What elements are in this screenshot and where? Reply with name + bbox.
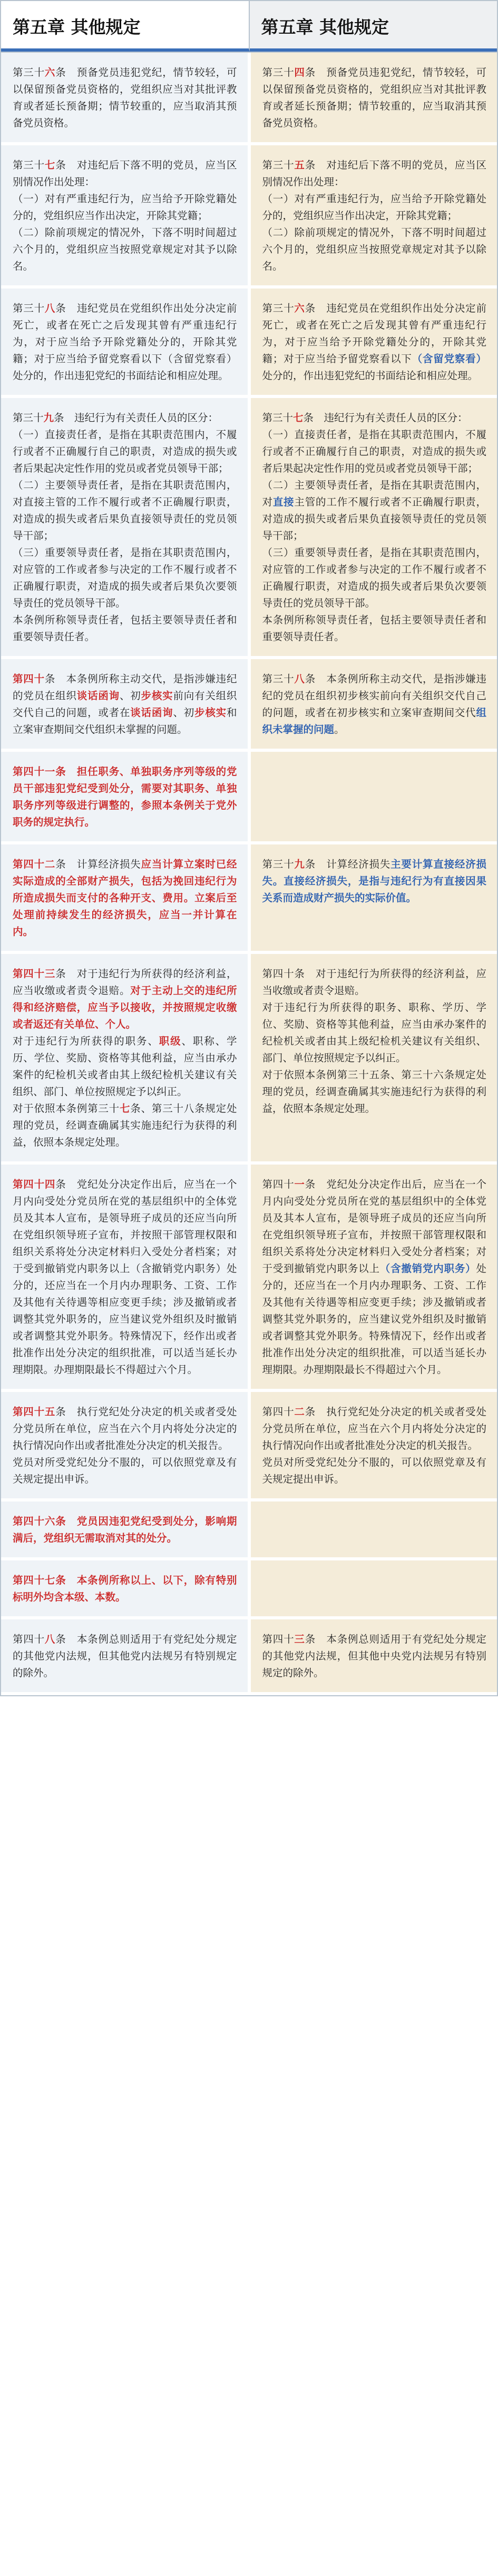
new-version-cell (251, 659, 497, 749)
highlighted-text: 九 (294, 858, 305, 870)
table-row (1, 1560, 497, 1619)
clause-text: 第四十条 对于违纪行为所获得的经济利益，应当收缴或者责令退赔。 (262, 968, 486, 997)
highlighted-text: 第四十二 (13, 858, 56, 870)
clause-text: （三）重要领导责任者，是指在其职责范围内，对应管的工作或者参与决定的工作不履行或者不正确履行职责，对造成的损失或者后果负次要领导责任的党员领导干部。 (13, 546, 237, 609)
clause-text: 条、第三十八条规定处理的党员，经调查确属其实施违纪行为获得的利益，依照本条规定处理。 (13, 1102, 237, 1148)
clause-text: 第三十 (262, 66, 295, 78)
table-row (1, 1165, 497, 1392)
old-version-cell (1, 1560, 251, 1616)
table-row (1, 1392, 497, 1501)
clause-paragraph (262, 999, 487, 1067)
clause-text: 第四十 (262, 1633, 295, 1645)
clause-text: 第三十 (13, 159, 45, 171)
new-version-cell (251, 954, 497, 1161)
old-version-cell (1, 659, 251, 749)
clause-paragraph (13, 1176, 237, 1378)
clause-text: 条 对违纪后下落不明的党员，应当区别情况作出处理： (262, 159, 486, 188)
new-version-cell (251, 145, 497, 285)
highlighted-text: 二 (294, 1406, 305, 1418)
clause-text: 第三十 (262, 673, 295, 685)
clause-paragraph (13, 1454, 237, 1488)
clause-text: 条 执行党纪处分决定的机关或者受处分党员所在单位，应当在六个月内将处分决定的执行情况向作出或者批准处分决定的机关报告。 (13, 1406, 237, 1451)
clause-paragraph (13, 966, 237, 1033)
clause-paragraph (13, 671, 237, 738)
clause-text: 条 计算经济损失 (305, 858, 391, 870)
highlighted-text: 七 (44, 159, 56, 171)
clause-paragraph (13, 1572, 237, 1606)
clause-paragraph (262, 612, 487, 645)
table-row (1, 53, 497, 145)
clause-text: 条 党纪处分决定作出后，应当在一个月内向受处分党员所在党的基层组织中的全体党员及其本人宣布，是领导班子成员的还应当向所在党组织领导班子宣布，并按照干部管理权限和组织关系将处分决定材料归入受处分者档案；对于受到撤销党内职务以上 (262, 1178, 486, 1275)
clause-paragraph (13, 426, 237, 477)
highlighted-text: 第四十七条 本条例所称以上、以下，除有特别标明外均含本级、本数。 (13, 1574, 237, 1603)
clause-paragraph (262, 191, 487, 224)
clause-paragraph (262, 410, 487, 426)
clause-text: 条 计算经济损失 (55, 858, 141, 870)
clause-paragraph (13, 157, 237, 191)
old-version-cell (1, 752, 251, 841)
clause-text: 条 预备党员违犯党纪，情节较轻，可以保留预备党员资格的，党组织应当对其批评教育或者延长预备期；情节较重的，应当取消其预备党员资格。 (13, 66, 237, 129)
old-version-cell (1, 53, 251, 142)
old-version-cell (1, 289, 251, 395)
highlighted-text: 第四十四 (13, 1178, 56, 1190)
highlighted-text: 谈话函询 (76, 690, 120, 702)
new-version-cell (251, 844, 497, 951)
header-right-title: 第五章 其他规定 (250, 1, 497, 52)
clause-text: 、初 (119, 690, 141, 702)
clause-text: 条 违纪党员在党组织作出处分决定前死亡，或者在死亡之后发现其曾有严重违纪行为，对于应当给予开除党籍处分的，开除其党籍；对于应当给予留党察看以下（含留党察看）处分的，作出违犯党纪的书面结论和相应处理。 (13, 302, 237, 382)
table-row (1, 398, 497, 659)
clause-paragraph (262, 426, 487, 477)
clause-paragraph (262, 1176, 487, 1378)
table-row (1, 659, 497, 752)
highlighted-text: 五 (294, 159, 305, 171)
new-version-cell (251, 53, 497, 142)
clause-text: 第四十 (262, 1178, 295, 1190)
clause-text: 、初 (173, 707, 195, 719)
clause-paragraph (262, 671, 487, 738)
clause-text: （一）直接责任者，是指在其职责范围内，不履行或者不正确履行自己的职责，对造成的损失或者后果起决定性作用的党员或者党员领导干部； (262, 429, 486, 474)
table-header (1, 1, 497, 53)
clause-paragraph (13, 856, 237, 940)
clause-text: （二）除前项规定的情况外，下落不明时间超过六个月的，党组织应当按照党章规定对其予以除名。 (13, 226, 237, 272)
old-version-cell (1, 1392, 251, 1498)
clause-text: 党员对所受党纪处分不服的，可以依照党章及有关规定提出申诉。 (13, 1456, 237, 1485)
table-row (1, 1619, 497, 1695)
clause-text: 条 违纪行为有关责任人员的区分： (54, 412, 219, 424)
highlighted-text: 主要计算直接经济损失。直接经济损失，是指与违纪行为有直接因果关系而造成财产损失的实际价值。 (262, 858, 486, 904)
clause-text: 、职称、学历、学位、奖励、资格等其他利益，应当由承办案件的纪检机关或者由其上级纪检机关建议有关组织、部门、单位按照规定予以纠正。 (13, 1035, 237, 1098)
highlighted-text: 问题 (314, 723, 335, 735)
old-version-cell (1, 398, 251, 656)
clause-text: 条 对于违纪行为所获得的经济利益，应当收缴或者责令退赔。 (13, 968, 237, 997)
clause-text: 第三十 (13, 302, 45, 314)
table-row (1, 289, 497, 398)
clause-text: 党员对所受党纪处分不服的，可以依照党章及有关规定提出申诉。 (262, 1456, 486, 1485)
clause-paragraph (13, 1631, 237, 1682)
table-row (1, 1501, 497, 1560)
clause-paragraph (13, 477, 237, 544)
new-version-cell (251, 1392, 497, 1498)
clause-text: 条 本条例所称主动交代，是指涉嫌违纪的党员在组织初步核实前向有关组织交代自己的问题，或者在初步核实和立案审查期间交代 (262, 673, 486, 719)
clause-text: 本条例所称领导责任者，包括主要领导责任者和重要领导责任者。 (13, 614, 237, 643)
highlighted-text: 第四十三 (13, 968, 56, 980)
clause-paragraph (13, 1404, 237, 1454)
clause-paragraph (262, 1404, 487, 1454)
highlighted-text: 八 (44, 302, 56, 314)
clause-text: 处分的，还应当在一个月内办理职务、工资、工作及其他有关待遇等相应变更手续；涉及撤销或者调整其党外职务的，应当建议党外组织及时撤销或者调整其党外职务。特殊情况下，经作出或者批准作出处分决定的组织批准，可以适当延长办理期限。办理期限最长不得超过六个月。 (262, 1262, 486, 1376)
clause-text: 条 党纪处分决定作出后，应当在一个月内向受处分党员所在党的基层组织中的全体党员及其本人宣布，是领导班子成员的还应当向所在党组织领导班子宣布，并按照干部管理权限和组织关系将处分决定材料归入受处分者档案；对于受到撤销党内职务以上（含撤销党内职务）处分的，还应当在一个月内办理职务、工资、工作及其他有关待遇等相应变更手续；涉及撤销或者调整其党外职务的，应当建议党外组织及时撤销或者调整其党外职务。特殊情况下，经作出或者批准作出处分决定的组织批准，可以适当延长办理期限。办理期限最长不得超过六个月。 (13, 1178, 237, 1376)
clause-text: （一）对有严重违纪行为，应当给予开除党籍处分的，党组织应当作出决定，开除其党籍； (13, 193, 237, 222)
highlighted-text: 八 (294, 673, 305, 685)
clause-text: 。 (334, 723, 345, 735)
highlighted-text: 直接 (272, 496, 295, 508)
highlighted-text: 对于主动上交的违纪所得和经济赔偿，应当予以接收，并按照规定收缴或者返还有关单位、个人。 (13, 984, 237, 1030)
clause-text: （一）直接责任者，是指在其职责范围内，不履行或者不正确履行自己的职责，对造成的损失或者后果起决定性作用的党员或者党员领导干部； (13, 429, 237, 474)
highlighted-text: 步核实 (194, 707, 227, 719)
old-version-cell (1, 1501, 251, 1557)
clause-text: 和立案审查期间交代组织未掌握的问题。 (13, 707, 237, 735)
clause-paragraph (13, 410, 237, 426)
highlighted-text: （含留党察看） (412, 353, 486, 365)
clause-paragraph (13, 1100, 237, 1151)
clause-text: 条 预备党员违犯党纪，情节较轻，可以保留预备党员资格的，党组织应当对其批评教育或者延长预备期；情节较重的，应当取消其预备党员资格。 (262, 66, 486, 129)
clause-text: 第三十 (262, 302, 295, 314)
new-version-cell (251, 289, 497, 395)
highlighted-text: 谈话函询 (130, 707, 173, 719)
clause-paragraph (13, 224, 237, 275)
clause-paragraph (262, 224, 487, 275)
clause-paragraph (262, 1067, 487, 1117)
table-row (1, 954, 497, 1165)
highlighted-text: 六 (44, 66, 56, 78)
clause-paragraph (13, 191, 237, 224)
clause-paragraph (262, 544, 487, 612)
highlighted-text: 步核实 (141, 690, 173, 702)
clause-paragraph (13, 1033, 237, 1100)
highlighted-text: 九 (43, 412, 54, 424)
clause-text: 主管的工作不履行或者不正确履行职责，对造成的损失或者后果负直接领导责任的党员领导干部； (262, 496, 486, 542)
highlighted-text: 第四十五 (13, 1406, 56, 1418)
table-row (1, 145, 497, 289)
highlighted-text: 六 (294, 302, 305, 314)
clause-paragraph (262, 1454, 487, 1488)
clause-paragraph (13, 64, 237, 132)
clause-text: （三）重要领导责任者，是指在其职责范围内，对应管的工作或者参与决定的工作不履行或者不正确履行职责，对造成的损失或者后果负次要领导责任的党员领导干部。 (262, 546, 486, 609)
highlighted-text: （含撤销党内职务） (379, 1262, 476, 1275)
clause-paragraph (262, 966, 487, 999)
old-version-cell (1, 1165, 251, 1389)
clause-paragraph (262, 300, 487, 384)
old-version-cell (1, 954, 251, 1161)
clause-text: （二）主要领导责任者，是指在其职责范围内，对直接主管的工作不履行或者不正确履行职责，对造成的损失或者后果负直接领导责任的党员领导干部； (13, 479, 237, 542)
clause-text: 第三十 (13, 66, 45, 78)
clause-text: 第三十 (262, 412, 294, 424)
clause-text: 对于依照本条例第三十五条、第三十六条规定处理的党员，经调查确属其实施违纪行为获得的利益，依照本条规定处理。 (262, 1069, 486, 1115)
clause-text: 条 本条例所称主动交代，是指涉嫌违纪的党员在组织 (13, 673, 237, 702)
old-version-cell (1, 844, 251, 951)
clause-text: 处分的，作出违犯党纪的书面结论和相应处理。 (262, 370, 479, 382)
clause-paragraph (262, 856, 487, 907)
old-version-cell (1, 145, 251, 285)
clause-text: 条 对违纪后下落不明的党员，应当区别情况作出处理： (13, 159, 237, 188)
clause-text: 对于违纪行为所获得的职务、 (13, 1035, 159, 1047)
highlighted-text: 七 (293, 412, 304, 424)
clause-text: 本条例所称领导责任者，包括主要领导责任者和重要领导责任者。 (262, 614, 486, 643)
header-left-title: 第五章 其他规定 (1, 1, 250, 52)
clause-text: 条 本条例总则适用于有党纪处分规定的其他党内法规，但其他中央党内法规另有特别规定的除外。 (262, 1633, 486, 1679)
table-row (1, 844, 497, 954)
highlighted-text: 三 (294, 1633, 305, 1645)
clause-paragraph (262, 1631, 487, 1682)
clause-text: 第四十 (13, 1633, 45, 1645)
highlighted-text: 职级 (159, 1035, 182, 1047)
highlighted-text: 一 (294, 1178, 305, 1190)
clause-paragraph (13, 763, 237, 831)
clause-text: 第三十 (262, 858, 295, 870)
clause-text: 前向有关组织交代自己的问题，或者在 (13, 690, 237, 719)
clause-paragraph (13, 612, 237, 645)
clause-paragraph (13, 544, 237, 612)
clause-paragraph (262, 64, 487, 132)
highlighted-text: 八 (44, 1633, 56, 1645)
clause-paragraph (13, 300, 237, 384)
clause-text: 对于违纪行为所获得的职务、职称、学历、学位、奖励、资格等其他利益，应当由承办案件的纪检机关或者由其上级纪检机关建议有关组织、部门、单位按照规定予以纠正。 (262, 1001, 486, 1064)
clause-text: 条 违纪党员在党组织作出处分决定前死亡，或者在死亡之后发现其曾有严重违纪行为，对于应当给予开除党籍处分的，开除其党籍；对于应当给予留党察看以下 (262, 302, 486, 365)
clause-text: 条 执行党纪处分决定的机关或者受处分党员所在单位，应当在六个月内将处分决定的执行情况向作出或者批准处分决定的机关报告。 (262, 1406, 486, 1451)
clause-text: （二）主要领导责任者，是指在其职责范围内，对 (262, 479, 486, 508)
clause-paragraph (262, 477, 487, 544)
clause-text: （二）除前项规定的情况外，下落不明时间超过六个月的，党组织应当按照党章规定对其予以除名。 (262, 226, 486, 272)
highlighted-text: 四 (294, 66, 305, 78)
new-version-cell (251, 398, 497, 656)
new-version-cell (251, 752, 497, 841)
highlighted-text: 应当计算立案时已经实际造成的全部财产损失，包括为挽回违纪行为所造成损失而支付的各种开支、费用。立案后至处理前持续发生的经济损失，应当一并计算在内。 (13, 858, 237, 938)
clause-text: （一）对有严重违纪行为，应当给予开除党籍处分的，党组织应当作出决定，开除其党籍； (262, 193, 486, 222)
highlighted-text: 七 (119, 1102, 131, 1115)
table-body (1, 53, 497, 1695)
clause-text: 第四十 (262, 1406, 295, 1418)
table-row (1, 752, 497, 844)
new-version-cell (251, 1619, 497, 1692)
clause-text: 条 违纪行为有关责任人员的区分： (303, 412, 468, 424)
highlighted-text: 第四十六条 党员因违犯党纪受到处分，影响期满后，党组织无需取消对其的处分。 (13, 1515, 237, 1544)
new-version-cell (251, 1501, 497, 1557)
clause-text: 对于依照本条例第三十 (13, 1102, 120, 1115)
new-version-cell (251, 1165, 497, 1389)
clause-text: 条 本条例总则适用于有党纪处分规定的其他党内法规，但其他党内法规另有特别规定的除外。 (13, 1633, 237, 1679)
highlighted-text: 组织未掌握的 (262, 707, 486, 735)
clause-paragraph (262, 157, 487, 191)
clause-paragraph (13, 1513, 237, 1547)
highlighted-text: 第四十 (13, 673, 45, 685)
clause-text: 第三十 (262, 159, 295, 171)
old-version-cell (1, 1619, 251, 1692)
new-version-cell (251, 1560, 497, 1616)
highlighted-text: 第四十一条 担任职务、单独职务序列等级的党员干部违犯党纪受到处分，需要对其职务、单独职务序列等级进行调整的，参照本条例关于党外职务的规定执行。 (13, 765, 237, 828)
clause-text: 第三十 (13, 412, 44, 424)
